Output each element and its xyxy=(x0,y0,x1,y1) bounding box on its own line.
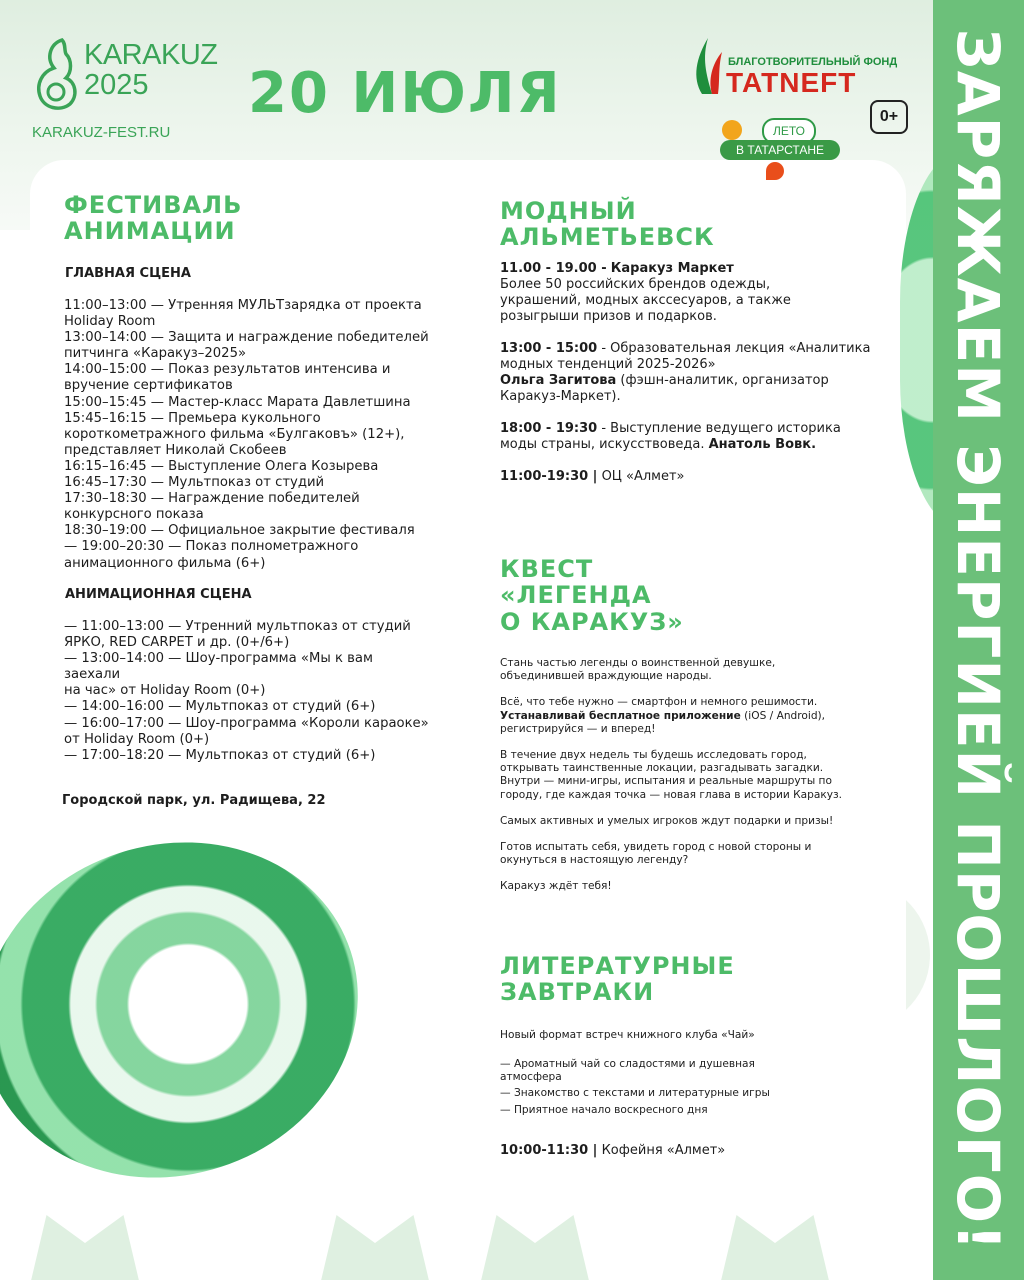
fashion-item xyxy=(500,341,870,405)
list-item: — Приятное начало воскресного дня xyxy=(500,1103,708,1116)
quest-title-line: «ЛЕГЕНДА xyxy=(500,581,652,610)
item-desc: модных тенденций 2025-2026» xyxy=(500,357,716,372)
text-line: Всё, что тебе нужно — смартфон и немного решимости. xyxy=(500,696,818,709)
anim-stage-title: АНИМАЦИОННАЯ СЦЕНА xyxy=(65,587,252,602)
sponsor-name: TATNEFT xyxy=(726,67,857,98)
schedule-line: короткометражного фильма «Булгаковъ» (12+), xyxy=(64,426,405,442)
fashion-title-line: АЛЬМЕТЬЕВСК xyxy=(500,223,715,252)
item-desc: моды страны, искусствоведа. xyxy=(500,437,709,452)
speaker-name: Анатоль Вовк. xyxy=(708,437,817,452)
anim-stage-list xyxy=(64,619,429,764)
text-line: Внутри — мини-игры, испытания и реальные маршруты по xyxy=(500,775,832,788)
event-date: 20 ИЮЛЯ xyxy=(248,61,562,126)
schedule-line: ЯРКО, RED CARPET и др. (0+/6+) xyxy=(64,635,290,651)
item-desc: Каракуз-Маркет). xyxy=(500,389,621,404)
flame-icon xyxy=(692,34,724,96)
quest-heading xyxy=(500,556,684,635)
quest-paragraph xyxy=(500,749,842,802)
quest-description xyxy=(500,657,842,907)
schedule-line: заехали xyxy=(64,667,121,683)
summer-badge-bottom: В ТАТАРСТАНЕ xyxy=(720,140,840,160)
venue-place: ОЦ «Алмет» xyxy=(597,469,685,484)
main-stage-list xyxy=(64,298,429,572)
literary-intro: Новый формат встреч книжного клуба «Чай» xyxy=(500,1029,755,1041)
schedule-line: — 19:00–20:30 — Показ полнометражного xyxy=(64,539,359,555)
item-desc: розыгрыши призов и подарков. xyxy=(500,309,717,324)
literary-title-line: ЛИТЕРАТУРНЫЕ xyxy=(500,952,735,980)
tatneft-logo xyxy=(690,34,910,104)
schedule-line: анимационного фильма (6+) xyxy=(64,555,266,571)
text-line: Самых активных и умелых игроков ждут подарки и призы! xyxy=(500,814,834,827)
fashion-details xyxy=(500,261,870,501)
quest-paragraph xyxy=(500,880,842,893)
schedule-line: 16:15–16:45 — Выступление Олега Козырева xyxy=(64,458,379,474)
quest-paragraph xyxy=(500,696,842,736)
summer-badge xyxy=(718,118,844,188)
item-desc: украшений, модных акссесуаров, а также xyxy=(500,293,791,308)
venue-time: 11:00-19:30 | xyxy=(500,469,598,484)
sun-icon xyxy=(722,120,742,140)
schedule-line: — 13:00–14:00 — Шоу-программа «Мы к вам xyxy=(64,651,373,667)
karakuz-swan-icon xyxy=(32,34,80,114)
fashion-item xyxy=(500,421,870,453)
main-stage-title: ГЛАВНАЯ СЦЕНА xyxy=(65,266,191,281)
item-time: 18:00 - 19:30 xyxy=(500,421,598,436)
quest-paragraph xyxy=(500,815,842,828)
sponsor-caption: БЛАГОТВОРИТЕЛЬНЫЙ ФОНД xyxy=(728,56,898,68)
quest-title-line: КВЕСТ xyxy=(500,555,594,583)
text-bold: Устанавливай бесплатное приложение xyxy=(500,709,741,722)
festival-title-line: АНИМАЦИИ xyxy=(64,217,236,246)
fashion-venue xyxy=(500,469,870,485)
schedule-line: 18:30–19:00 — Официальное закрытие фестиваля xyxy=(64,523,415,539)
schedule-line: от Holiday Room (0+) xyxy=(64,731,210,747)
website-link[interactable]: KARAKUZ-FEST.RU xyxy=(32,124,171,141)
text-line: (iOS / Android), xyxy=(740,709,826,722)
item-desc: - Выступление ведущего историка xyxy=(597,421,841,436)
text-line: Готов испытать себя, увидеть город с новой стороны и xyxy=(500,841,812,854)
schedule-line: питчинга «Каракуз–2025» xyxy=(64,346,247,362)
literary-list xyxy=(500,1058,770,1117)
fashion-title-line: МОДНЫЙ xyxy=(500,197,637,225)
schedule-line: — 14:00–16:00 — Мультпоказ от студий (6+) xyxy=(64,699,376,715)
list-item: — Знакомство с текстами и литературные игры xyxy=(500,1087,770,1100)
quest-paragraph xyxy=(500,841,842,867)
schedule-line: конкурсного показа xyxy=(64,507,204,523)
item-desc: (фэшн-аналитик, организатор xyxy=(616,373,829,388)
list-item: — Ароматный чай со сладостями и душевная xyxy=(500,1058,755,1070)
festival-heading xyxy=(64,192,242,245)
item-desc: - Образовательная лекция «Аналитика xyxy=(597,341,871,356)
literary-heading xyxy=(500,953,735,1006)
side-slogan: ЗАРЯЖАЕМ ЭНЕРГИЕЙ ПРОШЛОГО! xyxy=(944,28,1012,1252)
quest-paragraph xyxy=(500,657,842,683)
schedule-line: 15:00–15:45 — Мастер-класс Марата Давлетшина xyxy=(64,394,411,410)
schedule-line: 15:45–16:15 — Премьера кукольного xyxy=(64,410,321,426)
speaker-name: Ольга Загитова xyxy=(500,373,617,388)
schedule-line: — 17:00–18:20 — Мультпоказ от студий (6+) xyxy=(64,747,376,763)
schedule-line: — 11:00–13:00 — Утренний мультпоказ от студий xyxy=(64,619,411,634)
item-name: Каракуз Маркет xyxy=(610,261,734,276)
schedule-line: на час» от Holiday Room (0+) xyxy=(64,683,266,699)
text-line: В течение двух недель ты будешь исследовать город, xyxy=(500,749,807,762)
text-line: Стань частью легенды о воинственной девушке, xyxy=(500,657,776,669)
venue-time: 10:00-11:30 | xyxy=(500,1143,598,1158)
item-time: 11.00 - 19.00 - xyxy=(500,261,607,276)
schedule-line: 13:00–14:00 — Защита и награждение победителей xyxy=(64,330,429,346)
brand-name: KARAKUZ xyxy=(84,39,218,71)
literary-title-line: ЗАВТРАКИ xyxy=(500,978,655,1007)
list-item: атмосфера xyxy=(500,1071,562,1084)
festival-venue: Городской парк, ул. Радищева, 22 xyxy=(62,793,326,808)
text-line: Каракуз ждёт тебя! xyxy=(500,880,612,893)
schedule-line: — 16:00–17:00 — Шоу-программа «Короли караоке» xyxy=(64,715,429,731)
fashion-heading xyxy=(500,198,715,251)
schedule-line: 14:00–15:00 — Показ результатов интенсива и xyxy=(64,362,391,378)
text-line: регистрируйся — и вперед! xyxy=(500,722,656,735)
schedule-line: представляет Николай Скобеев xyxy=(64,442,287,458)
schedule-line: Holiday Room xyxy=(64,314,156,330)
age-rating-badge: 0+ xyxy=(870,100,908,134)
text-line: окунуться в настоящую легенду? xyxy=(500,854,689,867)
schedule-line: 16:45–17:30 — Мультпоказ от студий xyxy=(64,475,325,491)
festival-title-line: ФЕСТИВАЛЬ xyxy=(64,191,243,219)
schedule-line: 17:30–18:30 — Награждение победителей xyxy=(64,491,360,507)
summer-badge-top: ЛЕТО xyxy=(762,118,816,144)
schedule-line: 11:00–13:00 — Утренняя МУЛЬТзарядка от проекта xyxy=(64,298,422,313)
venue-place: Кофейня «Алмет» xyxy=(597,1143,726,1158)
item-time: 13:00 - 15:00 xyxy=(500,341,598,356)
fashion-item xyxy=(500,261,870,325)
item-desc: Более 50 российских брендов одежды, xyxy=(500,277,771,292)
text-line: объединившей враждующие народы. xyxy=(500,670,712,683)
brand-year: 2025 xyxy=(84,69,149,101)
schedule-line: вручение сертификатов xyxy=(64,378,233,394)
bird-icon xyxy=(766,162,784,180)
text-line: открывать таинственные локации, разгадывать загадки. xyxy=(500,762,824,775)
quest-title-line: О КАРАКУЗ» xyxy=(500,607,684,636)
karakuz-logo xyxy=(30,30,220,120)
text-line: городу, где каждая точка — новая глава в истории Каракуз. xyxy=(500,788,843,801)
literary-venue xyxy=(500,1143,725,1159)
